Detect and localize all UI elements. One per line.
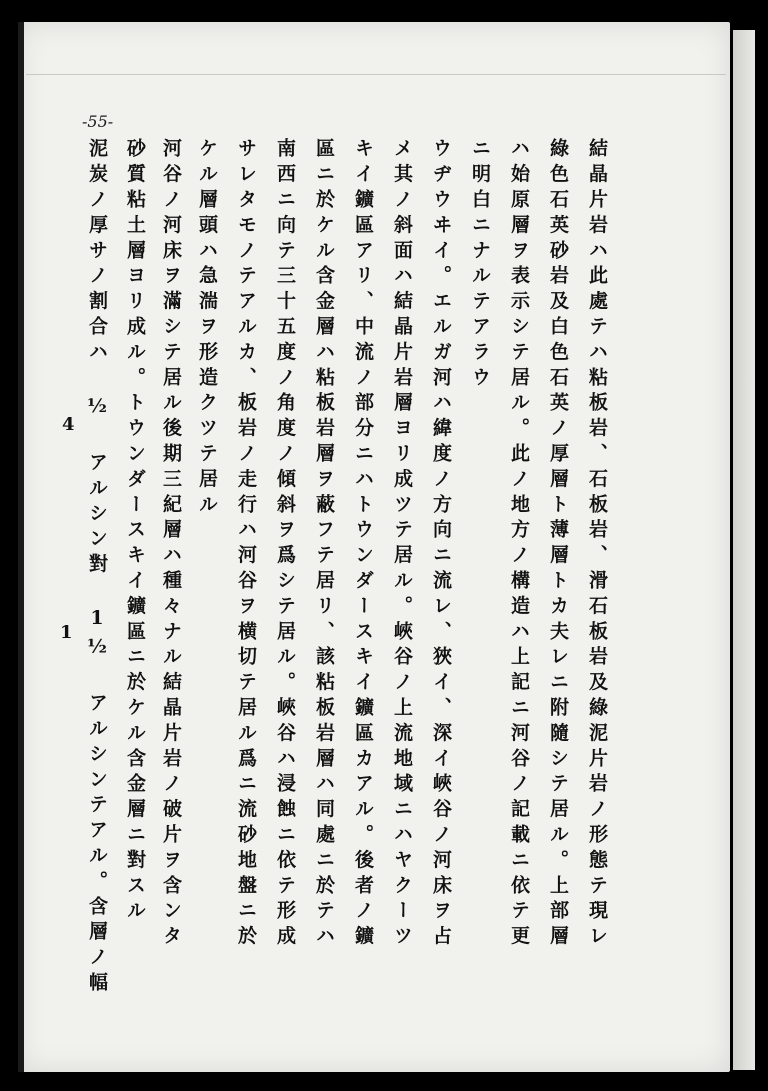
text-column-11: ケル層頭ハ急湍ヲ形造クツテ居ル — [196, 138, 218, 519]
text-column-1: 結晶片岩ハ此處テハ粘板岩、石板岩、滑石板岩及綠泥片岩ノ形態テ現レ — [586, 138, 608, 951]
margin-mark-4: 4 — [62, 414, 75, 435]
text-column-12: 河谷ノ河床ヲ滿シテ居ル後期三紀層ハ種々ナル結晶片岩ノ破片ヲ含ンタ — [160, 138, 182, 951]
text-column-13: 砂質粘土層ヨリ成ル。トウンダースキイ鑛區ニ於ケル含金層ニ對スル — [124, 138, 146, 926]
text-column-7: キイ鑛區アリ、中流ノ部分ニハトウンダースキイ鑛區カアル。後者ノ鑛 — [352, 138, 374, 951]
header-rule — [26, 74, 726, 75]
text-column-3: ハ始原層ヲ表示シテ居ル。此ノ地方ノ構造ハ上記ニ河谷ノ記載ニ依テ更 — [508, 138, 530, 951]
page-left-edge — [18, 22, 24, 1072]
margin-mark-1: 1 — [60, 622, 73, 643]
page-right-edge — [733, 30, 755, 1070]
page-number: -55- — [82, 112, 114, 131]
text-column-6: メ其ノ斜面ハ結晶片岩層ヨリ成ツテ居ル。峽谷ノ上流地域ニハヤクーツ — [391, 138, 413, 951]
text-column-4: ニ明白ニナルテアラウ — [469, 138, 491, 392]
text-column-8: 區ニ於ケル含金層ハ粘板岩層ヲ蔽フテ居リ、該粘板岩層ハ同處ニ於テハ — [313, 138, 335, 951]
text-column-2: 綠色石英砂岩及白色石英ノ厚層ト薄層トカ夫レニ附隨シテ居ル。上部層 — [547, 138, 569, 951]
text-column-14: 泥炭ノ厚サノ割合ハ ½ アルシン對 1½ アルシンテアル。含層ノ幅 — [86, 138, 108, 998]
text-column-5: ウヂウヰイ。エルガ河ハ緯度ノ方向ニ流レ、狹イ、深イ峽谷ノ河床ヲ占 — [430, 138, 452, 951]
text-column-9: 南西ニ向テ三十五度ノ角度ノ傾斜ヲ爲シテ居ル。峽谷ハ浸蝕ニ依テ形成 — [274, 138, 296, 951]
text-column-10: サレタモノテアルカ、板岩ノ走行ハ河谷ヲ横切テ居ル爲ニ流砂地盤ニ於 — [235, 138, 257, 951]
